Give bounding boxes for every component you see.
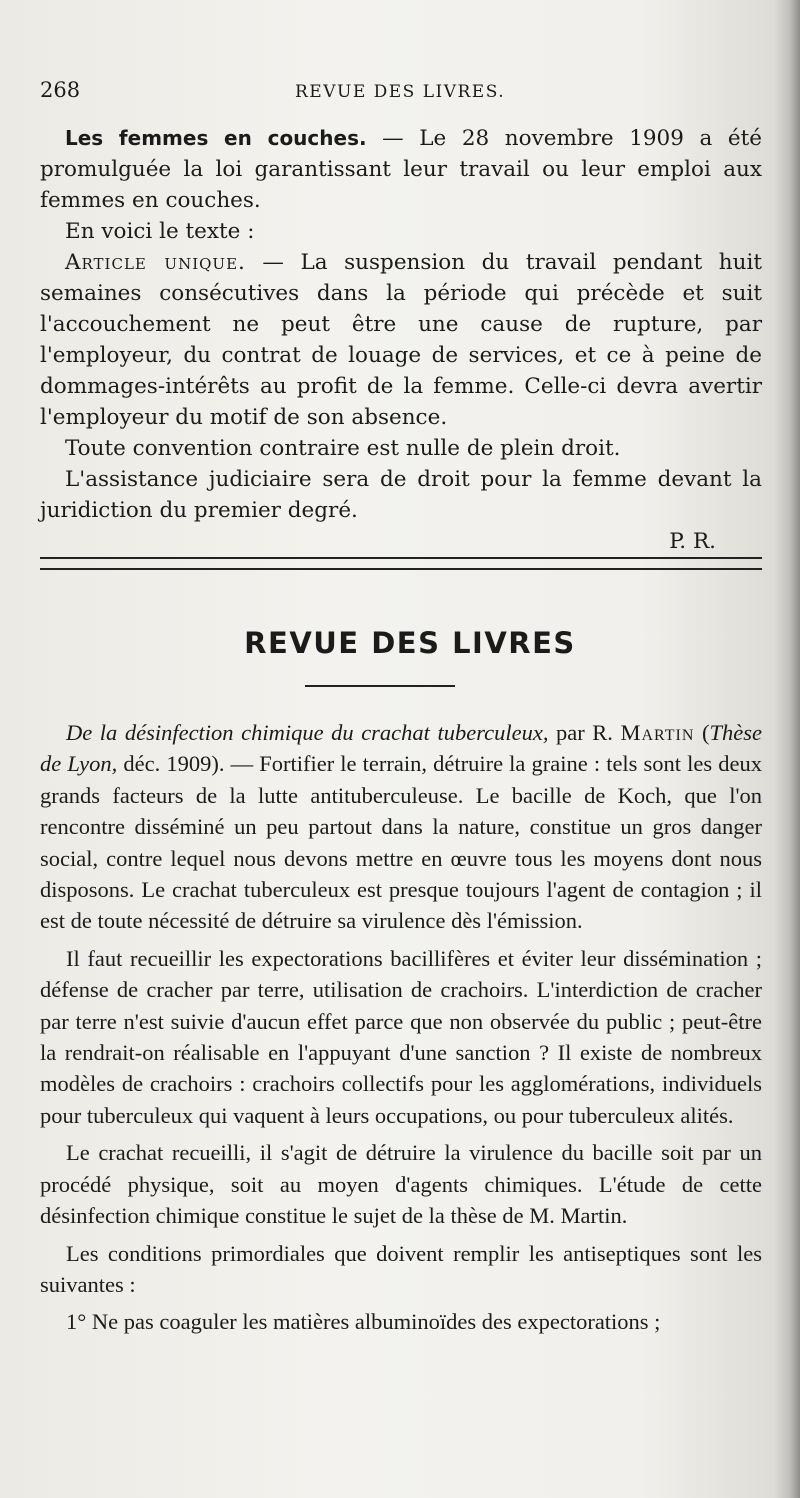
title-underline xyxy=(305,685,455,687)
signature: P. R. xyxy=(669,529,716,554)
page-number: 268 xyxy=(40,78,81,102)
book-title: De la désinfection chimique du crachat tuberculeux, xyxy=(66,720,549,745)
review-paragraph-3: Le crachat recueilli, il s'agit de détruire la virulence du bacille soit par un procédé physique, soit au moyen d'agents chimiques. L'étude de cette désinfection chimique constitue le sujet de la thèse de M. Martin. xyxy=(40,1140,762,1229)
page-edge-shadow xyxy=(774,0,800,1498)
article-title: Les femmes en couches. xyxy=(65,126,367,150)
article-body: — La suspension du travail pendant huit semaines consécutives dans la période qui précède et suit l'accouchement ne peut être une cause de rupture, par l'employeur, du contrat de louage de services, et ce à peine de dommages-intérêts au profit de la femme. Celle-ci devra avertir l'employeur du motif de son absence. xyxy=(40,250,763,430)
article-intro-text: — Le 28 novembre 1909 a été promulguée la loi garantissant leur travail ou leur emploi aux femmes en couches. xyxy=(40,126,762,213)
assistance-paragraph xyxy=(40,464,762,526)
review-open-paren: ( xyxy=(694,720,710,745)
review-by: par R. xyxy=(548,720,621,745)
page-header xyxy=(40,78,760,108)
review-author: Martin xyxy=(620,720,695,745)
running-head: REVUE DES LIVRES. xyxy=(295,82,506,102)
review-paragraph-1 xyxy=(40,717,762,937)
review-thesis: Thèse de Lyon, xyxy=(40,720,762,777)
assistance-text: L'assistance judiciaire sera de droit pour la femme devant la juridiction du premier degré. xyxy=(40,467,762,523)
section-title: REVUE DES LIVRES xyxy=(244,626,576,660)
article-intro-paragraph xyxy=(40,123,762,216)
review-paragraph-2: Il faut recueillir les expectorations bacillifères et éviter leur dissémination ; défense de cracher par terre, utilisation de crachoirs. L'interdiction de cracher par terre n'est suivie d'aucun effet parce que non observée du public ; peut-être la rendrait-on réalisable en l'appuyant d'une sanction ? Il existe de nombreux modèles de crachoirs : crachoirs collectifs pour les agglomérations, individuels pour tuberculeux qui vaquent à leurs occupations, ou pour tuberculeux alités. xyxy=(40,945,762,1128)
review-paragraph-5: 1° Ne pas coaguler les matières albuminoïdes des expectorations ; xyxy=(66,1309,661,1335)
signature-line xyxy=(40,526,762,557)
article-label: Article unique. xyxy=(65,250,246,275)
review-paragraph-4: Les conditions primordiales que doivent remplir les antiseptiques sont les suivantes : xyxy=(40,1240,762,1297)
convention-paragraph: Toute convention contraire est nulle de plein droit. xyxy=(65,436,621,461)
book-review xyxy=(40,717,762,1338)
double-rule-divider xyxy=(40,557,762,570)
article-unique-paragraph xyxy=(40,247,762,433)
review-date: déc. 1909). xyxy=(117,751,225,777)
texte-intro: En voici le texte : xyxy=(65,219,255,244)
femmes-en-couches-article xyxy=(40,123,762,557)
review-para1-text: — Fortifier le terrain, détruire la graine : tels sont les deux grands facteurs de la lutte antituberculeuse. Le bacille de Koch, que l'on rencontre disséminé un peu partout dans la nature, constitue un gros danger social, contre lequel nous devons mettre en œuvre tous les moyens dont nous disposons. Le crachat tuberculeux est presque toujours l'agent de contagion ; il est de toute nécessité de détruire sa virulence dès l'émission. xyxy=(40,751,762,934)
